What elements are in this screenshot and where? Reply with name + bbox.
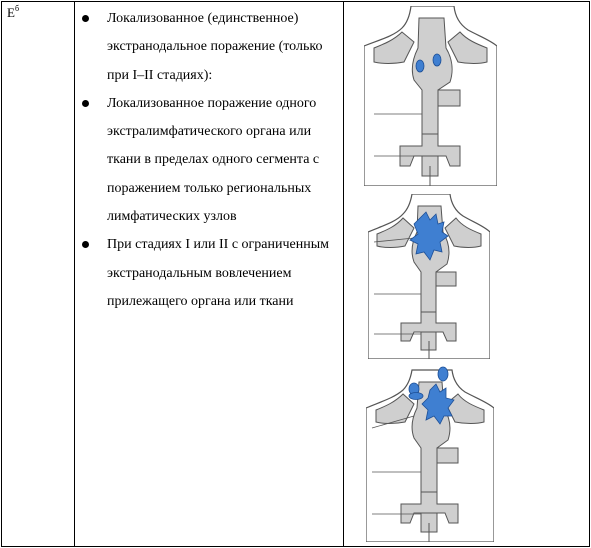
- stage-label: [7, 5, 19, 21]
- table-bottom-border: [1, 546, 590, 547]
- table-top-border: [1, 1, 590, 2]
- bullet-icon: [82, 15, 89, 22]
- table-right-border: [589, 1, 590, 547]
- figure-isolated-extranodal: [364, 6, 497, 186]
- column-divider-1: [74, 1, 75, 547]
- torso-diagram-regional-mass-icon: [368, 194, 490, 359]
- criteria-list: [78, 5, 340, 316]
- lesion-clavicle-icon: [409, 393, 423, 400]
- criteria-item: [78, 231, 340, 316]
- stage-letter: E: [7, 5, 15, 20]
- criteria-text: Локализованное поражение одного экстралимфатического органа или ткани в пределах одного сегмента с поражением только региональных лимфатических узлов: [107, 95, 320, 225]
- torso-diagram-adjacent-extension-icon: [366, 366, 494, 542]
- criteria-text: При стадиях I или II с ограниченным экстранодальным вовлечением прилежащего органа или ткани: [107, 237, 329, 309]
- column-divider-2: [343, 1, 344, 547]
- table-left-border: [1, 1, 2, 547]
- criteria-item: [78, 5, 340, 90]
- criteria-item: [78, 90, 340, 231]
- bullet-icon: [82, 100, 89, 107]
- lesion-neck-icon: [438, 367, 448, 381]
- criteria-text: Локализованное (единственное) экстранодальное поражение (только при I–II стадиях):: [107, 11, 323, 83]
- lesion-node-left-icon: [416, 60, 424, 72]
- stage-footnote: б: [14, 4, 20, 13]
- figure-adjacent-extension: [366, 366, 494, 542]
- figure-regional-mass: [368, 194, 490, 359]
- lesion-node-right-icon: [433, 54, 441, 66]
- bullet-icon: [82, 241, 89, 248]
- torso-diagram-isolated-nodes-icon: [364, 6, 497, 186]
